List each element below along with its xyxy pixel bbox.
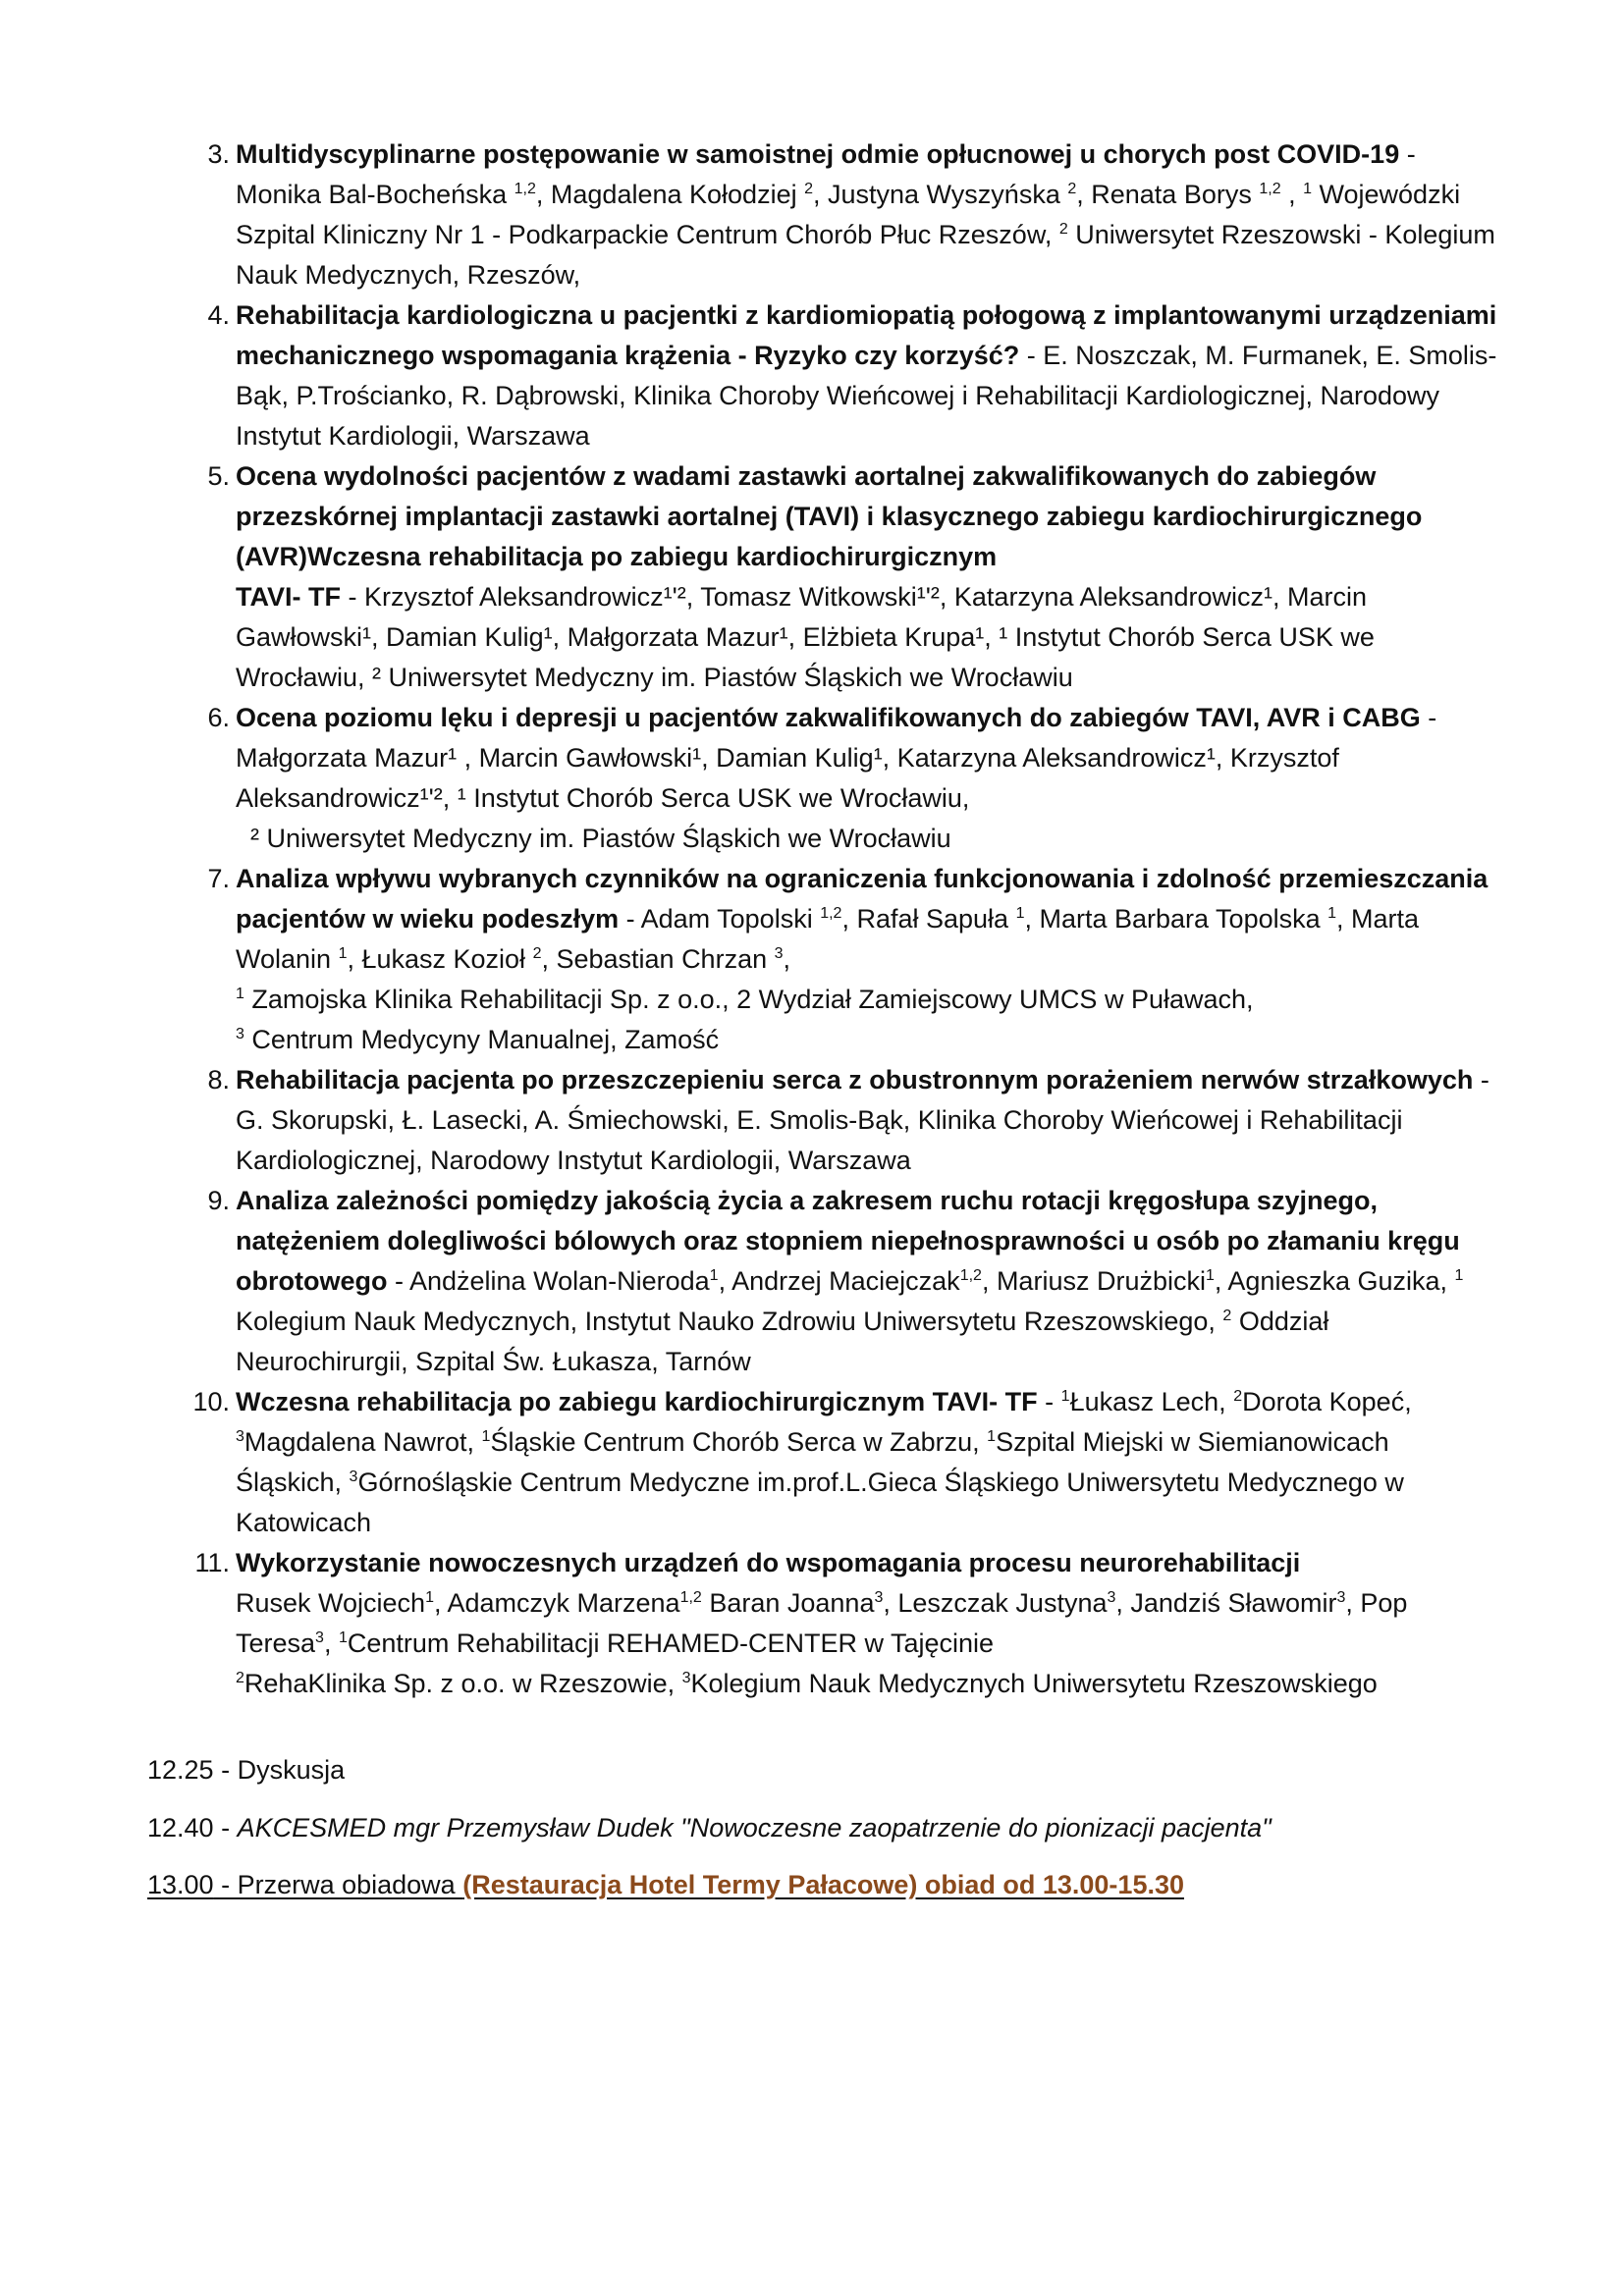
lunch-venue: (Restauracja Hotel Termy Pałacowe) obiad od 13.00-15.30 bbox=[462, 1870, 1184, 1899]
item-affiliation: Śląskie Centrum Chorób Serca w Zabrzu, bbox=[490, 1427, 988, 1457]
item-authors: - Krzysztof Aleksandrowicz¹'², Tomasz Witkowski¹'², Katarzyna Aleksandrowicz¹, Marcin Gawłowski¹, Damian Kulig¹, Małgorzata Mazur¹, Elżbieta Krupa¹, ¹ Instytut Chorób Serca USK we Wrocławiu, ² Uniwersytet Medyczny im. Piastów Śląskich we Wrocławiu bbox=[236, 582, 1375, 692]
item-text bbox=[236, 456, 1502, 577]
session-label: - Dyskusja bbox=[213, 1755, 346, 1785]
affiliation-text: Centrum Medycyny Manualnej, Zamość bbox=[244, 1025, 720, 1054]
discussion-session bbox=[147, 1750, 345, 1790]
list-item bbox=[147, 1060, 1502, 1181]
affiliation-marker: 3 bbox=[1336, 1589, 1346, 1606]
affiliation-marker: 2 bbox=[804, 181, 813, 197]
affiliation-marker: 1 bbox=[425, 1589, 434, 1606]
item-affiliation bbox=[236, 980, 1502, 1020]
item-affiliation: Szpital Miejski w Siemianowicach Śląskich, bbox=[236, 1427, 1389, 1497]
item-text bbox=[236, 295, 1502, 456]
affiliation-marker: 2 bbox=[1233, 1388, 1243, 1405]
affiliation-marker: 2 bbox=[1058, 221, 1068, 238]
item-affiliation: Uniwersytet Rzeszowski - Kolegium Nauk Medycznych, Rzeszów, bbox=[236, 220, 1495, 290]
item-title: Ocena wydolności pacjentów z wadami zastawki aortalnej zakwalifikowanych do zabiegów przezskórnej implantacji zastawki aortalnej (TAVI) i klasycznego zabiegu kardiochirurgicznego (AVR)Wczesna rehabilitacja po zabiegu kardiochirurgicznym bbox=[236, 461, 1423, 571]
item-authors: - bbox=[1037, 1387, 1061, 1416]
item-number: 10 . bbox=[147, 1382, 230, 1422]
item-number: 11 . bbox=[147, 1543, 230, 1583]
item-authors: , Pop Teresa bbox=[236, 1588, 1408, 1658]
affiliation-marker: 1 bbox=[1327, 905, 1337, 922]
item-authors: , Magdalena Kołodziej bbox=[535, 180, 805, 209]
sponsor-session bbox=[147, 1808, 1272, 1848]
item-authors: , Justyna Wyszyńska bbox=[813, 180, 1068, 209]
affiliation-marker: 1 bbox=[338, 1629, 348, 1646]
item-number: 7 . bbox=[147, 859, 230, 899]
item-authors: , bbox=[783, 944, 791, 974]
lunch-break bbox=[147, 1865, 1184, 1905]
affiliation-marker: 1 bbox=[1454, 1267, 1464, 1284]
item-authors: , bbox=[1280, 180, 1304, 209]
affiliation-marker: 3 bbox=[1107, 1589, 1116, 1606]
item-authors: - E. Noszczak, M. Furmanek, E. Smolis-Bąk, P.Trościanko, R. Dąbrowski, Klinika Choroby Wieńcowej i Rehabilitacji Kardiologicznej, Narodowy Instytut Kardiologii, Warszawa bbox=[236, 341, 1497, 451]
affiliation-marker: 1,2 bbox=[679, 1589, 702, 1606]
item-affiliation: ² Uniwersytet Medyczny im. Piastów Śląskich we Wrocławiu bbox=[236, 824, 951, 853]
item-authors: Łukasz Lech, bbox=[1069, 1387, 1234, 1416]
item-authors: , Rafał Sapuła bbox=[841, 904, 1016, 934]
session-separator: - bbox=[213, 1813, 238, 1842]
affiliation-marker: 3 bbox=[349, 1468, 358, 1485]
affiliation-marker: 1,2 bbox=[1259, 181, 1281, 197]
item-text bbox=[236, 1181, 1502, 1382]
item-text bbox=[236, 1060, 1502, 1181]
item-authors: , Andrzej Maciejczak bbox=[718, 1266, 960, 1296]
item-text bbox=[236, 698, 1502, 819]
item-authors: , Sebastian Chrzan bbox=[541, 944, 775, 974]
item-number: 8 . bbox=[147, 1060, 230, 1100]
item-title: Rehabilitacja pacjenta po przeszczepieniu serca z obustronnym porażeniem nerwów strzałkowych bbox=[236, 1065, 1474, 1095]
item-affiliation: Górnośląskie Centrum Medyczne im.prof.L.Gieca Śląskiego Uniwersytetu Medycznego w Katowicach bbox=[236, 1468, 1404, 1537]
affiliation-marker: 3 bbox=[236, 1026, 244, 1042]
item-authors: - Małgorzata Mazur¹ , Marcin Gawłowski¹, Damian Kulig¹, Katarzyna Aleksandrowicz¹, Krzysztof Aleksandrowicz¹'², ¹ Instytut Chorób Serca USK we Wrocławiu, bbox=[236, 703, 1437, 813]
affiliation-marker: 1 bbox=[1015, 905, 1025, 922]
item-title: Wykorzystanie nowoczesnych urządzeń do wspomagania procesu neurorehabilitacji bbox=[236, 1548, 1301, 1577]
item-authors: , Jandziś Sławomir bbox=[1115, 1588, 1337, 1618]
affiliation-marker: 1,2 bbox=[959, 1267, 982, 1284]
session-label: - Przerwa obiadowa bbox=[213, 1870, 463, 1899]
affiliation-marker: 3 bbox=[236, 1428, 244, 1445]
item-number: 6 . bbox=[147, 698, 230, 738]
affiliation-marker: 1 bbox=[236, 986, 244, 1002]
item-title: Ocena poziomu lęku i depresji u pacjentów zakwalifikowanych do zabiegów TAVI, AVR i CABG bbox=[236, 703, 1421, 732]
item-number: 5 . bbox=[147, 456, 230, 497]
item-text bbox=[236, 1583, 1502, 1664]
item-affiliation bbox=[236, 1020, 1502, 1060]
affiliation-marker: 1 bbox=[1060, 1388, 1070, 1405]
affiliation-marker: 1 bbox=[338, 945, 348, 962]
affiliation-marker: 3 bbox=[774, 945, 784, 962]
item-number: 4 . bbox=[147, 295, 230, 336]
list-item bbox=[147, 1382, 1502, 1543]
item-authors: Magdalena Nawrot, bbox=[244, 1427, 482, 1457]
item-title-continued: TAVI- TF bbox=[236, 582, 341, 612]
programme-list bbox=[147, 134, 1502, 1704]
item-affiliation: Wojewódzki Szpital Kliniczny Nr 1 - Podkarpackie Centrum Chorób Płuc Rzeszów, bbox=[236, 180, 1461, 249]
affiliation-marker: 1 bbox=[1205, 1267, 1215, 1284]
item-number: 3 . bbox=[147, 134, 230, 175]
list-item bbox=[147, 456, 1502, 698]
item-title: Analiza wpływu wybranych czynników na ograniczenia funkcjonowania i zdolność przemieszczania pacjentów w wieku podeszłym bbox=[236, 864, 1489, 934]
item-authors: , Agnieszka Guzika, bbox=[1214, 1266, 1455, 1296]
affiliation-marker: 2 bbox=[236, 1670, 244, 1686]
affiliation-text: Zamojska Klinika Rehabilitacji Sp. z o.o., 2 Wydział Zamiejscowy UMCS w Puławach, bbox=[244, 985, 1254, 1014]
item-affiliation: Kolegium Nauk Medycznych, Instytut Nauko Zdrowiu Uniwersytetu Rzeszowskiego, bbox=[236, 1307, 1223, 1336]
item-title: Rehabilitacja kardiologiczna u pacjentki z kardiomiopatią połogową z implantowanymi urządzeniami mechanicznego wspomagania krążenia - Ryzyko czy korzyść? bbox=[236, 300, 1497, 370]
affiliation-marker: 1,2 bbox=[820, 905, 842, 922]
item-authors: - Adam Topolski bbox=[619, 904, 821, 934]
affiliation-marker: 1 bbox=[1303, 181, 1313, 197]
item-authors: , Leszczak Justyna bbox=[883, 1588, 1108, 1618]
affiliation-marker: 3 bbox=[315, 1629, 324, 1646]
item-number: 9 . bbox=[147, 1181, 230, 1221]
item-title: Wczesna rehabilitacja po zabiegu kardiochirurgicznym TAVI- TF bbox=[236, 1387, 1038, 1416]
affiliation-marker: 3 bbox=[681, 1670, 691, 1686]
list-item bbox=[147, 698, 1502, 859]
list-item bbox=[147, 859, 1502, 1060]
affiliation-marker: 2 bbox=[1222, 1308, 1232, 1324]
item-authors: , Marta Barbara Topolska bbox=[1024, 904, 1328, 934]
session-time: 12.25 bbox=[147, 1755, 214, 1785]
item-authors: , Łukasz Kozioł bbox=[347, 944, 533, 974]
affiliation-marker: 2 bbox=[1067, 181, 1077, 197]
item-authors: , Marta Wolanin bbox=[236, 904, 1420, 974]
item-authors: , bbox=[323, 1629, 339, 1658]
item-title: Analiza zależności pomiędzy jakością życia a zakresem ruchu rotacji kręgosłupa szyjnego, natężeniem dolegliwości bólowych oraz stopniem niepełnosprawności u osób po złamaniu kręgu obrotowego bbox=[236, 1186, 1460, 1296]
item-text bbox=[236, 1382, 1502, 1543]
sponsor-talk-title: AKCESMED mgr Przemysław Dudek "Nowoczesne zaopatrzenie do pionizacji pacjenta" bbox=[237, 1813, 1272, 1842]
item-text bbox=[236, 134, 1502, 295]
item-authors: Dorota Kopeć, bbox=[1242, 1387, 1412, 1416]
item-affiliation: Centrum Rehabilitacji REHAMED-CENTER w Tajęcinie bbox=[347, 1629, 995, 1658]
list-item bbox=[147, 1543, 1502, 1704]
session-time: 13.00 bbox=[147, 1870, 214, 1899]
item-affiliation bbox=[236, 1664, 1502, 1704]
item-authors: , Renata Borys bbox=[1076, 180, 1260, 209]
item-authors: Rusek Wojciech bbox=[236, 1588, 426, 1618]
affiliation-marker: 1 bbox=[481, 1428, 491, 1445]
affiliation-text: Kolegium Nauk Medycznych Uniwersytetu Rzeszowskiego bbox=[690, 1669, 1378, 1698]
affiliation-marker: 1,2 bbox=[514, 181, 536, 197]
item-text bbox=[236, 1543, 1502, 1583]
item-title: Multidyscyplinarne postępowanie w samoistnej odmie opłucnowej u chorych post COVID-19 bbox=[236, 139, 1400, 169]
list-item bbox=[147, 295, 1502, 456]
item-text bbox=[236, 577, 1502, 698]
item-authors: - Andżelina Wolan-Nieroda bbox=[387, 1266, 710, 1296]
item-authors: - Monika Bal-Bocheńska bbox=[236, 139, 1416, 209]
affiliation-marker: 1 bbox=[987, 1428, 997, 1445]
item-affiliation: Oddział Neurochirurgii, Szpital Św. Łukasza, Tarnów bbox=[236, 1307, 1329, 1376]
item-authors: , Adamczyk Marzena bbox=[433, 1588, 680, 1618]
item-authors: Baran Joanna bbox=[701, 1588, 875, 1618]
affiliation-marker: 2 bbox=[532, 945, 542, 962]
list-item bbox=[147, 134, 1502, 295]
item-text bbox=[236, 859, 1502, 980]
session-time: 12.40 bbox=[147, 1813, 214, 1842]
affiliation-marker: 3 bbox=[874, 1589, 884, 1606]
item-authors: - G. Skorupski, Ł. Lasecki, A. Śmiechowski, E. Smolis-Bąk, Klinika Choroby Wieńcowej i Rehabilitacji Kardiologicznej, Narodowy Instytut Kardiologii, Warszawa bbox=[236, 1065, 1489, 1175]
affiliation-text: RehaKlinika Sp. z o.o. w Rzeszowie, bbox=[244, 1669, 682, 1698]
affiliation-marker: 1 bbox=[709, 1267, 719, 1284]
item-authors: , Mariusz Drużbicki bbox=[981, 1266, 1206, 1296]
list-item bbox=[147, 1181, 1502, 1382]
